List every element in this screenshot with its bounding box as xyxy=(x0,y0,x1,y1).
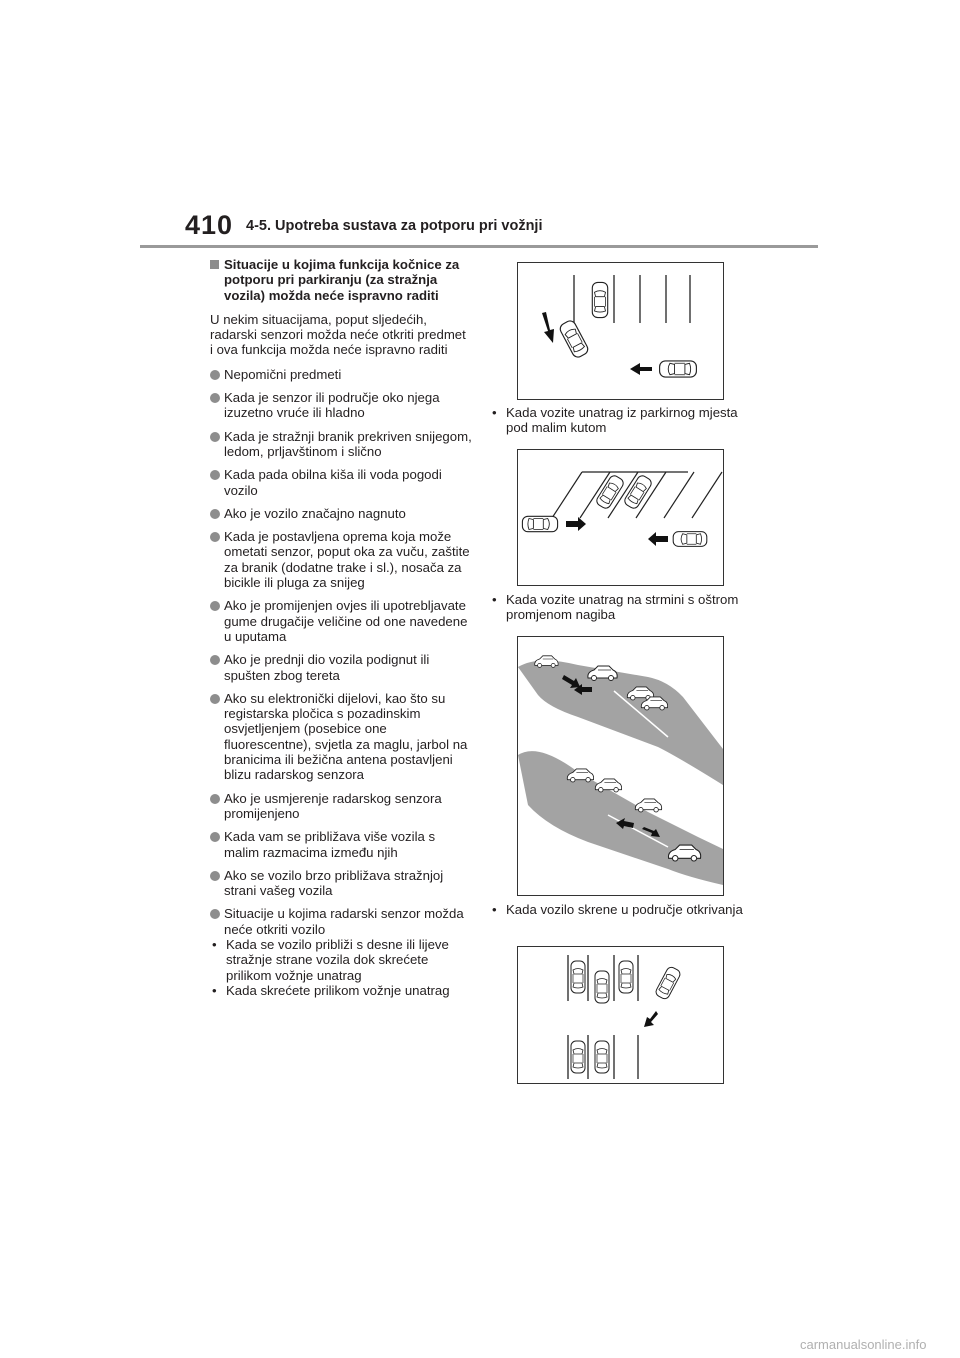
circle-bullet-icon xyxy=(210,370,220,380)
figure-slope xyxy=(517,636,724,896)
heading-text: Situacije u kojima funkcija kočnice za potporu pri parkiranju (za stražnja vozila) možda neće ispravno raditi xyxy=(224,257,460,303)
left-column xyxy=(210,257,472,998)
list-item-text: Nepomični predmeti xyxy=(224,366,342,382)
circle-bullet-icon xyxy=(210,794,220,804)
list-item xyxy=(210,868,472,899)
list-item-text: Kada je senzor ili područje oko njega izuzetno vruće ili hladno xyxy=(224,390,440,421)
circle-bullet-icon xyxy=(210,393,220,403)
circle-bullet-icon xyxy=(210,655,220,665)
sub-list-item-text: Kada se vozilo približi s desne ili lijeve stražnje strane vozila dok skrećete prilikom vožnje unatrag xyxy=(226,936,449,983)
watermark: carmanualsonline.info xyxy=(800,1337,927,1352)
square-bullet-icon xyxy=(210,260,219,269)
caption-text: Kada vozite unatrag iz parkirnog mjesta pod malim kutom xyxy=(506,405,738,436)
subsection-heading xyxy=(210,257,472,303)
sub-list-item xyxy=(210,983,472,998)
figure-angled-parking xyxy=(517,262,724,400)
list-item xyxy=(210,367,472,382)
list-item-text: Ako je prednji dio vozila podignut ili spušten zbog tereta xyxy=(224,652,430,683)
list-item xyxy=(210,467,472,498)
sub-list xyxy=(210,937,472,998)
caption xyxy=(490,902,756,917)
intro-paragraph: U nekim situacijama, poput sljedećih, radarski senzori možda neće otkriti predmet i ova funkcija možda neće ispravno raditi xyxy=(210,311,466,358)
list-item-text: Kada pada obilna kiša ili voda pogodi vozilo xyxy=(224,467,442,498)
list-item-text: Kada je postavljena oprema koja može ometati senzor, poput oka za vuču, zaštite za branik (dodatne trake i sl.), nosača za bicikle ili pluga za snijeg xyxy=(224,529,470,591)
list-item-text: Situacije u kojima radarski senzor možda neće otkriti vozilo xyxy=(224,906,464,937)
list-item-text: Kada vam se približava više vozila s malim razmacima između njih xyxy=(224,829,436,860)
figure-car-turning-in xyxy=(517,946,724,1084)
list-item-text: Kada je stražnji branik prekriven snijegom, ledom, prljavštinom i slično xyxy=(224,428,472,459)
circle-bullet-icon xyxy=(210,601,220,611)
circle-bullet-icon xyxy=(210,909,220,919)
section-title: 4-5. Upotreba sustava za potporu pri vožnji xyxy=(246,218,543,234)
list-item xyxy=(210,529,472,590)
header-divider xyxy=(140,245,818,248)
sub-list-item xyxy=(210,937,472,983)
circle-bullet-icon xyxy=(210,432,220,442)
sub-bullet: • xyxy=(212,936,217,952)
list-item xyxy=(210,652,472,683)
list-item xyxy=(210,791,472,822)
circle-bullet-icon xyxy=(210,694,220,704)
list-item-text: Ako su elektronički dijelovi, kao što su registarska pločica s pozadinskim osvjetljenjem (posebice one fluorescentne), svjetla za maglu, jarbol na branicima ili bežična antena postavljeni blizu radarskog senzora xyxy=(224,690,468,783)
circle-bullet-icon xyxy=(210,871,220,881)
list-item xyxy=(210,429,472,460)
caption-text: Kada vozilo skrene u područje otkrivanja xyxy=(506,902,743,917)
list-item-text: Ako se vozilo brzo približava stražnjoj strani vašeg vozila xyxy=(224,867,444,899)
caption-text: Kada vozite unatrag na strmini s oštrom promjenom nagiba xyxy=(506,592,739,623)
circle-bullet-icon xyxy=(210,470,220,480)
sub-bullet: • xyxy=(492,405,497,420)
figure-diagonal-parking xyxy=(517,449,724,586)
list-item xyxy=(210,829,472,860)
sub-bullet: • xyxy=(492,902,497,917)
circle-bullet-icon xyxy=(210,832,220,842)
list-item-text: Ako je promijenjen ovjes ili upotrebljavate gume drugačije veličine od one navedene u uputama xyxy=(224,598,468,644)
circle-bullet-icon xyxy=(210,509,220,519)
list-item xyxy=(210,390,472,421)
caption xyxy=(490,405,756,436)
list-item xyxy=(210,906,472,998)
page-number: 410 xyxy=(185,210,234,240)
list-item xyxy=(210,506,472,521)
sub-list-item-text: Kada skrećete prilikom vožnje unatrag xyxy=(226,982,450,998)
sub-bullet: • xyxy=(212,982,217,998)
list-item xyxy=(210,598,472,644)
list-item xyxy=(210,691,472,783)
circle-bullet-icon xyxy=(210,532,220,542)
list-item-text: Ako je usmjerenje radarskog senzora promijenjeno xyxy=(224,790,442,821)
caption xyxy=(490,592,756,623)
list-item-text: Ako je vozilo značajno nagnuto xyxy=(224,505,406,521)
sub-bullet: • xyxy=(492,592,497,607)
